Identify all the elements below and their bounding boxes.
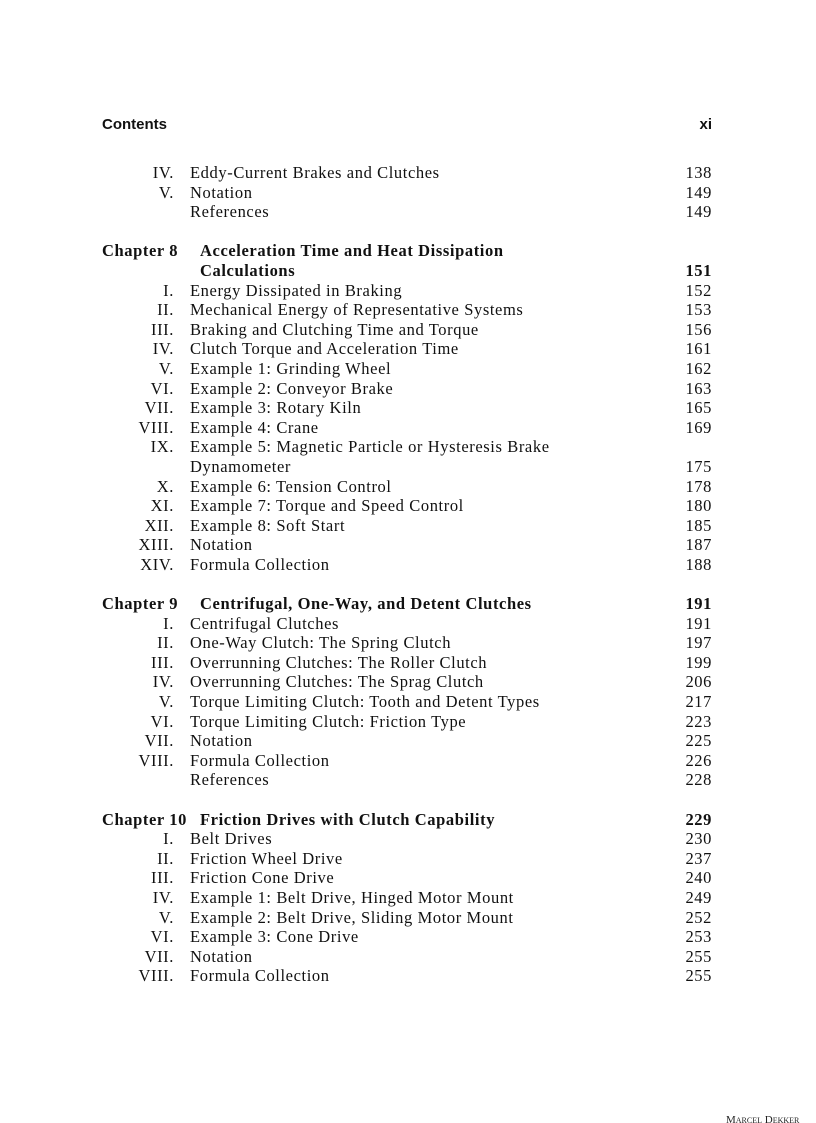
entry-page: 180 [685,496,712,516]
toc-entry [102,418,712,438]
entry-title: Friction Cone Drive [190,868,335,888]
entry-number: IV. [152,339,174,359]
toc-entry [102,966,712,986]
entry-page: 187 [685,535,712,555]
entry-title: Eddy-Current Brakes and Clutches [190,163,440,182]
entry-title: Torque Limiting Clutch: Friction Type [190,711,467,731]
toc-entry [102,692,712,712]
chapter-page: 191 [685,594,712,614]
entry-number: VII. [144,946,174,966]
toc-entry [102,770,712,790]
entry-page: 226 [685,750,712,770]
entry-number: VIII. [138,750,174,770]
toc-entry [102,614,712,634]
entry-number: I. [163,280,174,300]
entry-page: 199 [685,652,712,672]
section-gap [102,790,712,810]
toc-entry [102,653,712,673]
entry-title: Notation [190,731,253,751]
entry-page: 169 [685,417,712,437]
entry-title: Example 4: Crane [190,417,319,437]
table-of-contents [102,163,712,986]
entry-number: II. [157,633,174,653]
entry-number: VI. [150,927,174,947]
entry-title: Torque Limiting Clutch: Tooth and Detent Types [190,692,540,712]
entry-page: 165 [685,398,712,418]
entry-page: 206 [685,672,712,692]
entry-number: VII. [144,398,174,418]
entry-number: III. [150,652,174,672]
chapter-title: Centrifugal, One-Way, and Detent Clutches [200,594,532,614]
toc-entry [102,379,712,399]
entry-title: Example 1: Grinding Wheel [190,358,392,378]
header-page-number: xi [699,116,712,133]
entry-number: IV. [152,887,174,907]
toc-entry [102,829,712,849]
entry-title: Example 1: Belt Drive, Hinged Motor Mount [190,887,514,907]
entry-title: Example 5: Magnetic Particle or Hysteresis Brake [190,437,550,457]
chapter-page: 151 [685,260,712,280]
toc-entry [102,516,712,536]
entry-title: Centrifugal Clutches [190,613,340,633]
entry-title: Example 2: Conveyor Brake [190,378,394,398]
entry-title: Example 8: Soft Start [190,515,346,535]
entry-title: Example 3: Cone Drive [190,927,359,947]
entry-page: 153 [685,300,712,320]
entry-number: V. [158,182,174,202]
toc-entry [102,927,712,947]
entry-title: Notation [190,182,253,202]
toc-entry [102,398,712,418]
entry-page: 223 [685,711,712,731]
entry-page: 217 [685,692,712,712]
entry-number: VII. [144,731,174,751]
entry-page: 237 [685,848,712,868]
entry-page: 152 [685,280,712,300]
entry-title: Example 2: Belt Drive, Sliding Motor Mount [190,907,514,927]
entry-page: 255 [685,946,712,966]
entry-page: 230 [685,829,712,849]
entry-title: Example 3: Rotary Kiln [190,398,362,418]
entry-page: 163 [685,378,712,398]
entry-number: XIV. [140,554,174,574]
entry-number: IV. [152,163,174,182]
entry-title: Belt Drives [190,829,273,849]
toc-entry [102,202,712,222]
entry-page: 249 [685,887,712,907]
chapter-title-cont: Calculations [200,260,296,280]
entry-title: Energy Dissipated in Braking [190,280,403,300]
publisher-footer: Marcel Dekker [726,1114,800,1123]
entry-number: XI. [150,496,174,516]
toc-entry [102,437,712,457]
entry-page: 255 [685,966,712,986]
entry-number: II. [157,848,174,868]
entry-title: References [190,202,270,222]
entry-title: Notation [190,946,253,966]
entry-page: 178 [685,476,712,496]
entry-title: One-Way Clutch: The Spring Clutch [190,633,452,653]
chapter-page: 229 [685,809,712,829]
entry-number: III. [150,319,174,339]
entry-page: 175 [685,456,712,476]
toc-entry [102,477,712,497]
entry-number: V. [158,358,174,378]
header-title: Contents [102,116,167,133]
toc-entry [102,908,712,928]
chapter-heading [102,810,712,830]
chapter-heading [102,594,712,614]
toc-entry [102,849,712,869]
entry-page: 156 [685,319,712,339]
entry-number: III. [150,868,174,888]
entry-number: IV. [152,672,174,692]
entry-page: 188 [685,554,712,574]
toc-entry [102,300,712,320]
entry-title: References [190,770,270,790]
toc-entry [102,320,712,340]
entry-number: XII. [144,515,174,535]
entry-title: Formula Collection [190,554,330,574]
entry-title: Example 6: Tension Control [190,476,392,496]
entry-title: Clutch Torque and Acceleration Time [190,339,459,359]
toc-entry [102,888,712,908]
toc-entry [102,535,712,555]
entry-number: IX. [150,437,174,457]
toc-entry [102,868,712,888]
chapter-title: Friction Drives with Clutch Capability [200,809,496,829]
toc-entry [102,339,712,359]
entry-page: 225 [685,731,712,751]
chapter-label: Chapter 8 [102,241,179,261]
section-gap [102,574,712,594]
entry-number: VI. [150,378,174,398]
entry-title: Notation [190,535,253,555]
entry-number: XIII. [138,535,174,555]
entry-page: 162 [685,358,712,378]
chapter-label: Chapter 10 [102,809,187,829]
entry-title: Overrunning Clutches: The Sprag Clutch [190,672,484,692]
toc-entry [102,633,712,653]
toc-entry [102,947,712,967]
entry-page: 138 [685,163,712,182]
entry-page: 252 [685,907,712,927]
entry-title: Dynamometer [190,456,291,476]
running-header [102,116,712,133]
entry-title: Formula Collection [190,966,330,986]
entry-number: VIII. [138,966,174,986]
entry-number: V. [158,907,174,927]
entry-number: V. [158,692,174,712]
entry-page: 149 [685,202,712,222]
entry-page: 197 [685,633,712,653]
toc-entry [102,163,712,183]
toc-entry [102,457,712,477]
entry-title: Example 7: Torque and Speed Control [190,496,464,516]
entry-page: 240 [685,868,712,888]
toc-entry [102,183,712,203]
entry-title: Friction Wheel Drive [190,848,343,868]
entry-page: 149 [685,182,712,202]
toc-entry [102,751,712,771]
entry-title: Overrunning Clutches: The Roller Clutch [190,652,488,672]
entry-page: 191 [685,613,712,633]
entry-page: 253 [685,927,712,947]
toc-entry [102,555,712,575]
section-gap [102,222,712,242]
toc-entry [102,712,712,732]
entry-page: 185 [685,515,712,535]
entry-page: 228 [685,770,712,790]
entry-number: X. [156,476,174,496]
entry-number: I. [163,613,174,633]
entry-number: II. [157,300,174,320]
chapter-heading [102,241,712,261]
entry-title: Braking and Clutching Time and Torque [190,319,479,339]
entry-title: Formula Collection [190,750,330,770]
toc-entry [102,359,712,379]
chapter-label: Chapter 9 [102,594,179,614]
entry-number: I. [163,829,174,849]
toc-entry [102,496,712,516]
entry-number: VIII. [138,417,174,437]
toc-entry [102,281,712,301]
toc-entry [102,672,712,692]
entry-number: VI. [150,711,174,731]
chapter-title: Acceleration Time and Heat Dissipation [200,241,504,261]
chapter-heading-cont [102,261,712,281]
toc-entry [102,731,712,751]
entry-page: 161 [685,339,712,359]
entry-title: Mechanical Energy of Representative Systems [190,300,524,320]
